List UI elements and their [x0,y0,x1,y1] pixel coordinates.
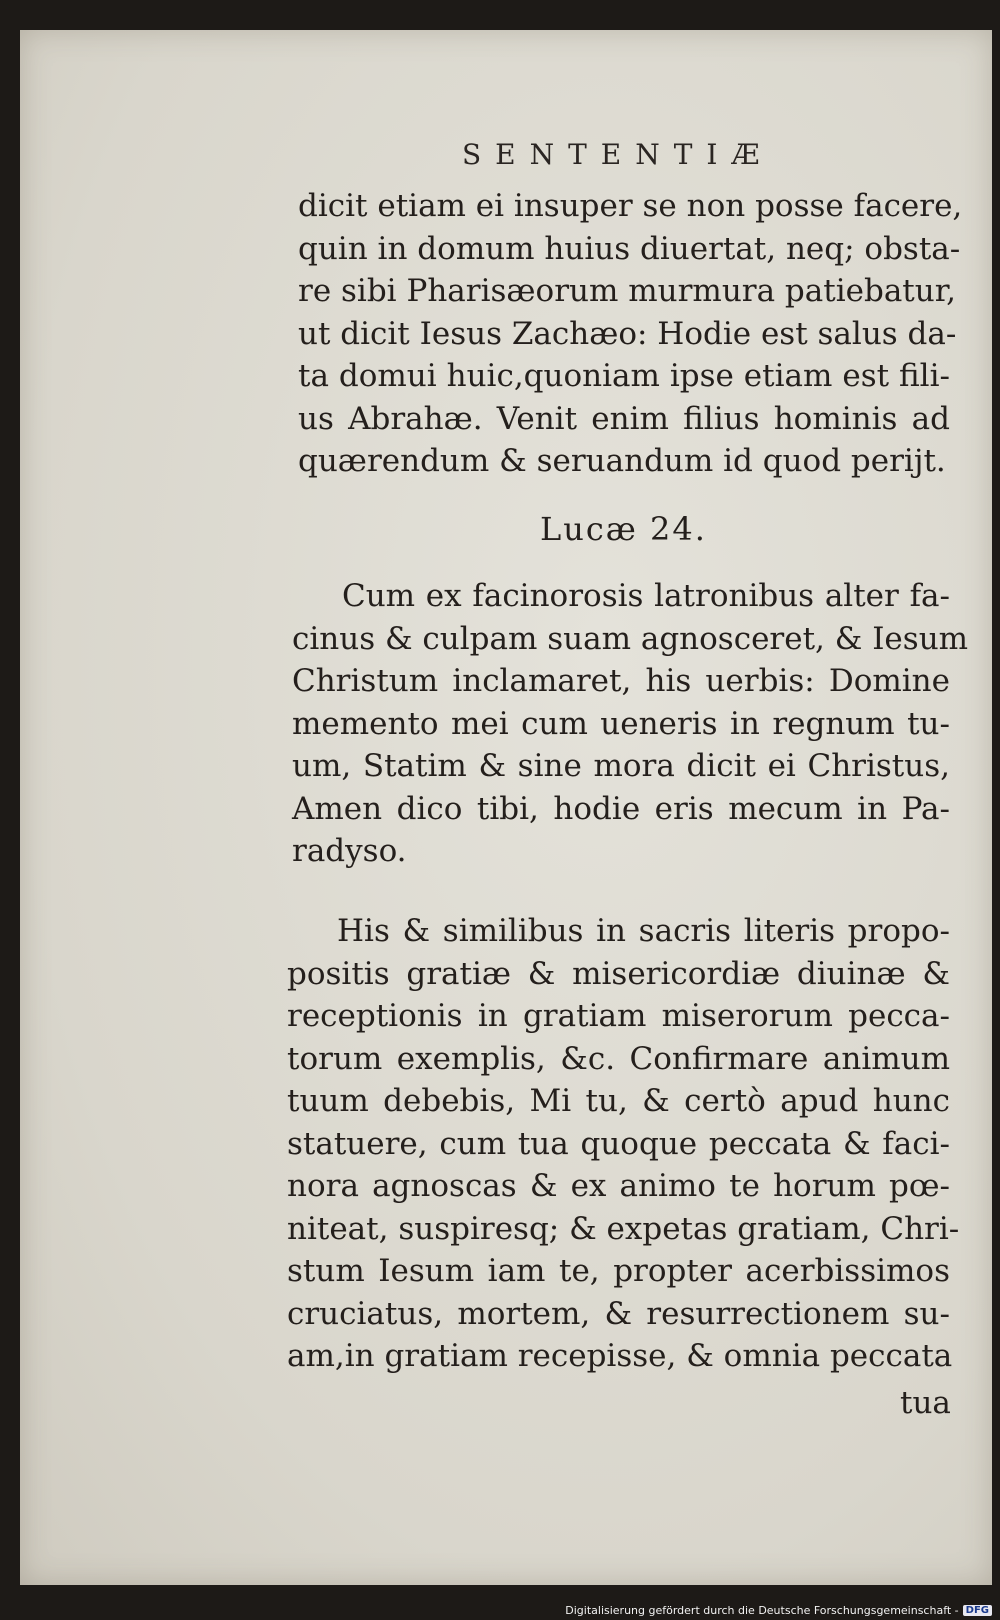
footer-text: Digitalisierung gefördert durch die Deutsche Forschungsgemeinschaft - [565,1604,959,1617]
digitization-footer [565,1604,992,1617]
text-line: torum exemplis, &c. Confirmare animum [287,1040,950,1077]
running-header: SENTENTIÆ [462,138,774,171]
text-line: radyso. [292,833,407,869]
section-heading: Lucæ 24. [540,510,707,548]
paragraph-luke-24 [292,575,969,873]
text-line: re sibi Pharisæorum murmura patiebatur, [298,273,956,309]
text-line: niteat, suspiresq; & expetas gratiam, Chri- [287,1210,960,1247]
text-line: His & similibus in sacris literis propo- [337,913,950,949]
text-line: Cum ex facinorosis latronibus alter fa- [342,578,950,614]
text-line: am,in gratiam recepisse, & omnia peccata [287,1338,953,1374]
text-line: Christum inclamaret, his uerbis: Domine [292,663,950,699]
text-line: us Abrahæ. Venit enim filius hominis ad [298,400,950,437]
text-line: nora agnoscas & ex animo te horum pœ- [287,1168,950,1204]
text-line: quin in domum huius diuertat, neq; obsta- [298,230,961,267]
paragraph-conclusion [287,910,960,1378]
paragraph-zacchaeus [298,185,963,483]
book-page [20,30,992,1585]
catchword: tua [900,1385,951,1421]
text-line: tuum debebis, Mi tu, & certò apud hunc [287,1083,950,1119]
text-line: memento mei cum ueneris in regnum tu- [292,705,950,742]
text-line: Amen dico tibi, hodie eris mecum in Pa- [292,790,950,827]
text-line: cruciatus, mortem, & resurrectionem su- [287,1295,950,1332]
text-line: stum Iesum iam te, propter acerbissimos [287,1253,950,1289]
text-line: statuere, cum tua quoque peccata & faci- [287,1125,950,1162]
text-line: dicit etiam ei insuper se non posse facere, [298,188,963,224]
dfg-logo-icon: DFG [963,1605,992,1616]
text-line: ut dicit Iesus Zachæo: Hodie est salus da- [298,315,957,352]
text-line: receptionis in gratiam miserorum pecca- [287,998,950,1034]
text-line: positis gratiæ & misericordiæ diuinæ & [287,955,950,992]
text-line: quærendum & seruandum id quod perijt. [298,443,946,479]
text-line: cinus & culpam suam agnosceret, & Iesum [292,620,969,657]
text-line: ta domui huic,quoniam ipse etiam est fili- [298,358,950,394]
text-line: um, Statim & sine mora dicit ei Christus, [292,748,950,784]
